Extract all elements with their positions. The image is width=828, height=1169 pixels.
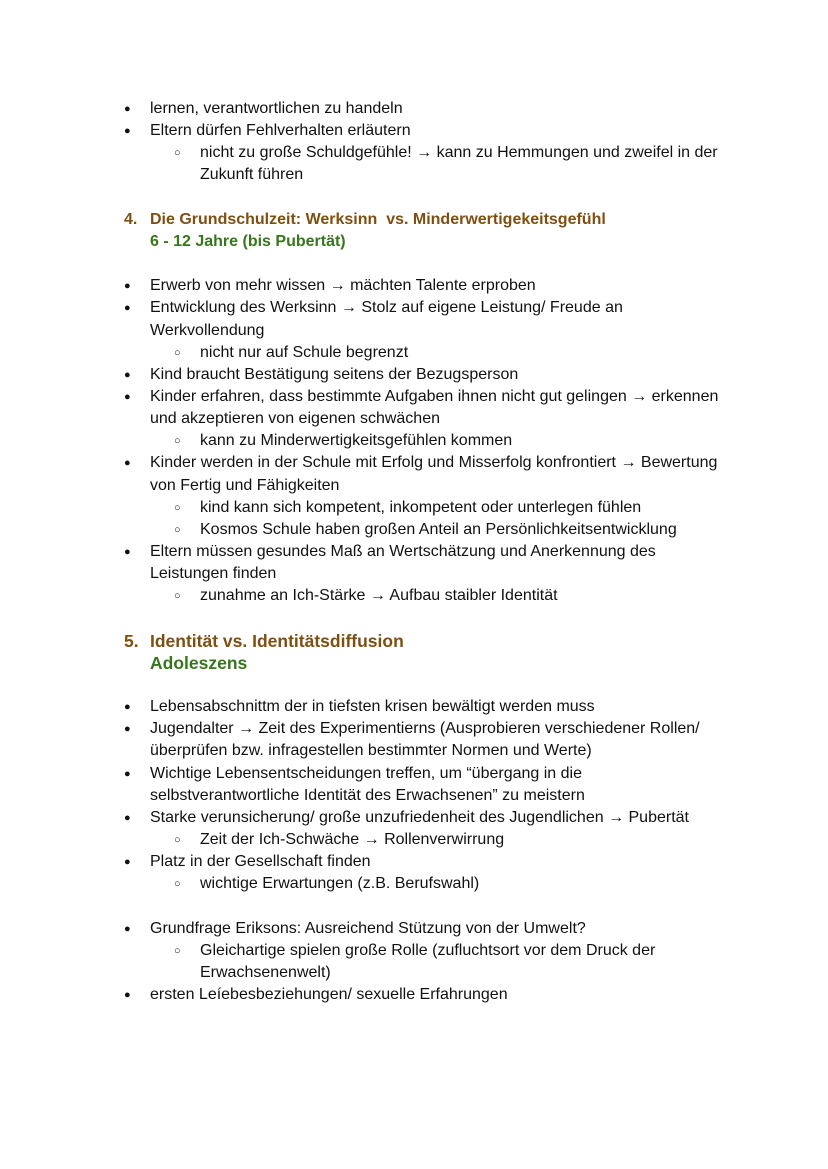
section-subtitle: Adoleszens [150,652,248,673]
section-title: Identität vs. Identitätsdiffusion [150,630,404,651]
section-title: Die Grundschulzeit: Werksinn vs. Minderwertigekeitsgefühl [150,210,606,228]
list-item: ● Wichtige Lebensentscheidungen treffen, um “übergang in die selbstverantwortliche Identität des Erwachsenen” zu meistern [124,763,734,807]
bullet-list [124,918,734,1007]
spacer [124,896,734,918]
list-item: ● Platz in der Gesellschaft finden [124,851,734,873]
list-item: ● lernen, verantwortlichen zu handeln [124,98,734,120]
section-heading [124,630,734,674]
list-item: ● Eltern müssen gesundes Maß an Wertschätzung und Anerkennung des Leistungen finden [124,541,734,585]
section-number: 4. [124,210,138,228]
list-item: ● Lebensabschnittm der in tiefsten krisen bewältigt werden muss [124,696,734,718]
document-body [124,98,734,1006]
spacer [124,674,734,696]
list-item: ● Kinder erfahren, dass bestimmte Aufgaben ihnen nicht gut gelingen → erkennen und akzeptieren von eigenen schwächen [124,386,734,430]
sub-list-item: ○ nicht nur auf Schule begrenzt [124,342,734,364]
list-item: ● ersten Leíebesbeziehungen/ sexuelle Erfahrungen [124,984,734,1006]
sub-list-item: ○ kann zu Minderwertigkeitsgefühlen kommen [124,430,734,452]
list-item: ● Starke verunsicherung/ große unzufriedenheit des Jugendlichen → Pubertät [124,807,734,829]
bullet-list [124,98,734,187]
sub-list-item: ○ kind kann sich kompetent, inkompetent oder unterlegen fühlen [124,497,734,519]
spacer [124,608,734,630]
sub-list-item: ○ Kosmos Schule haben großen Anteil an Persönlichkeitsentwicklung [124,519,734,541]
list-item: ● Eltern dürfen Fehlverhalten erläutern [124,120,734,142]
sub-list-item: ○ wichtige Erwartungen (z.B. Berufswahl) [124,873,734,895]
spacer [124,187,734,209]
sub-list-item: ○ Zeit der Ich-Schwäche → Rollenverwirrung [124,829,734,851]
sub-list-item: ○ nicht zu große Schuldgefühle! → kann zu Hemmungen und zweifel in der Zukunft führen [124,142,734,186]
spacer [124,253,734,275]
sub-list-item: ○ Gleichartige spielen große Rolle (zufluchtsort vor dem Druck der Erwachsenenwelt) [124,940,734,984]
list-item: ● Kind braucht Bestätigung seitens der Bezugsperson [124,364,734,386]
list-item: ● Entwicklung des Werksinn → Stolz auf eigene Leistung/ Freude an Werkvollendung [124,297,734,341]
list-item: ● Jugendalter → Zeit des Experimentierns (Ausprobieren verschiedener Rollen/ überprüfen bzw. infragestellen bestimmter Normen und Werte) [124,718,734,762]
sub-list-item: ○ zunahme an Ich-Stärke → Aufbau staibler Identität [124,585,734,607]
list-item: ● Grundfrage Eriksons: Ausreichend Stützung von der Umwelt? [124,918,734,940]
bullet-list [124,275,734,607]
list-item: ● Erwerb von mehr wissen → mächten Talente erproben [124,275,734,297]
bullet-list [124,696,734,895]
section-heading [124,209,734,253]
section-number: 5. [124,630,139,651]
section-subtitle: 6 - 12 Jahre (bis Pubertät) [150,232,346,250]
list-item: ● Kinder werden in der Schule mit Erfolg und Misserfolg konfrontiert → Bewertung von Fertig und Fähigkeiten [124,452,734,496]
